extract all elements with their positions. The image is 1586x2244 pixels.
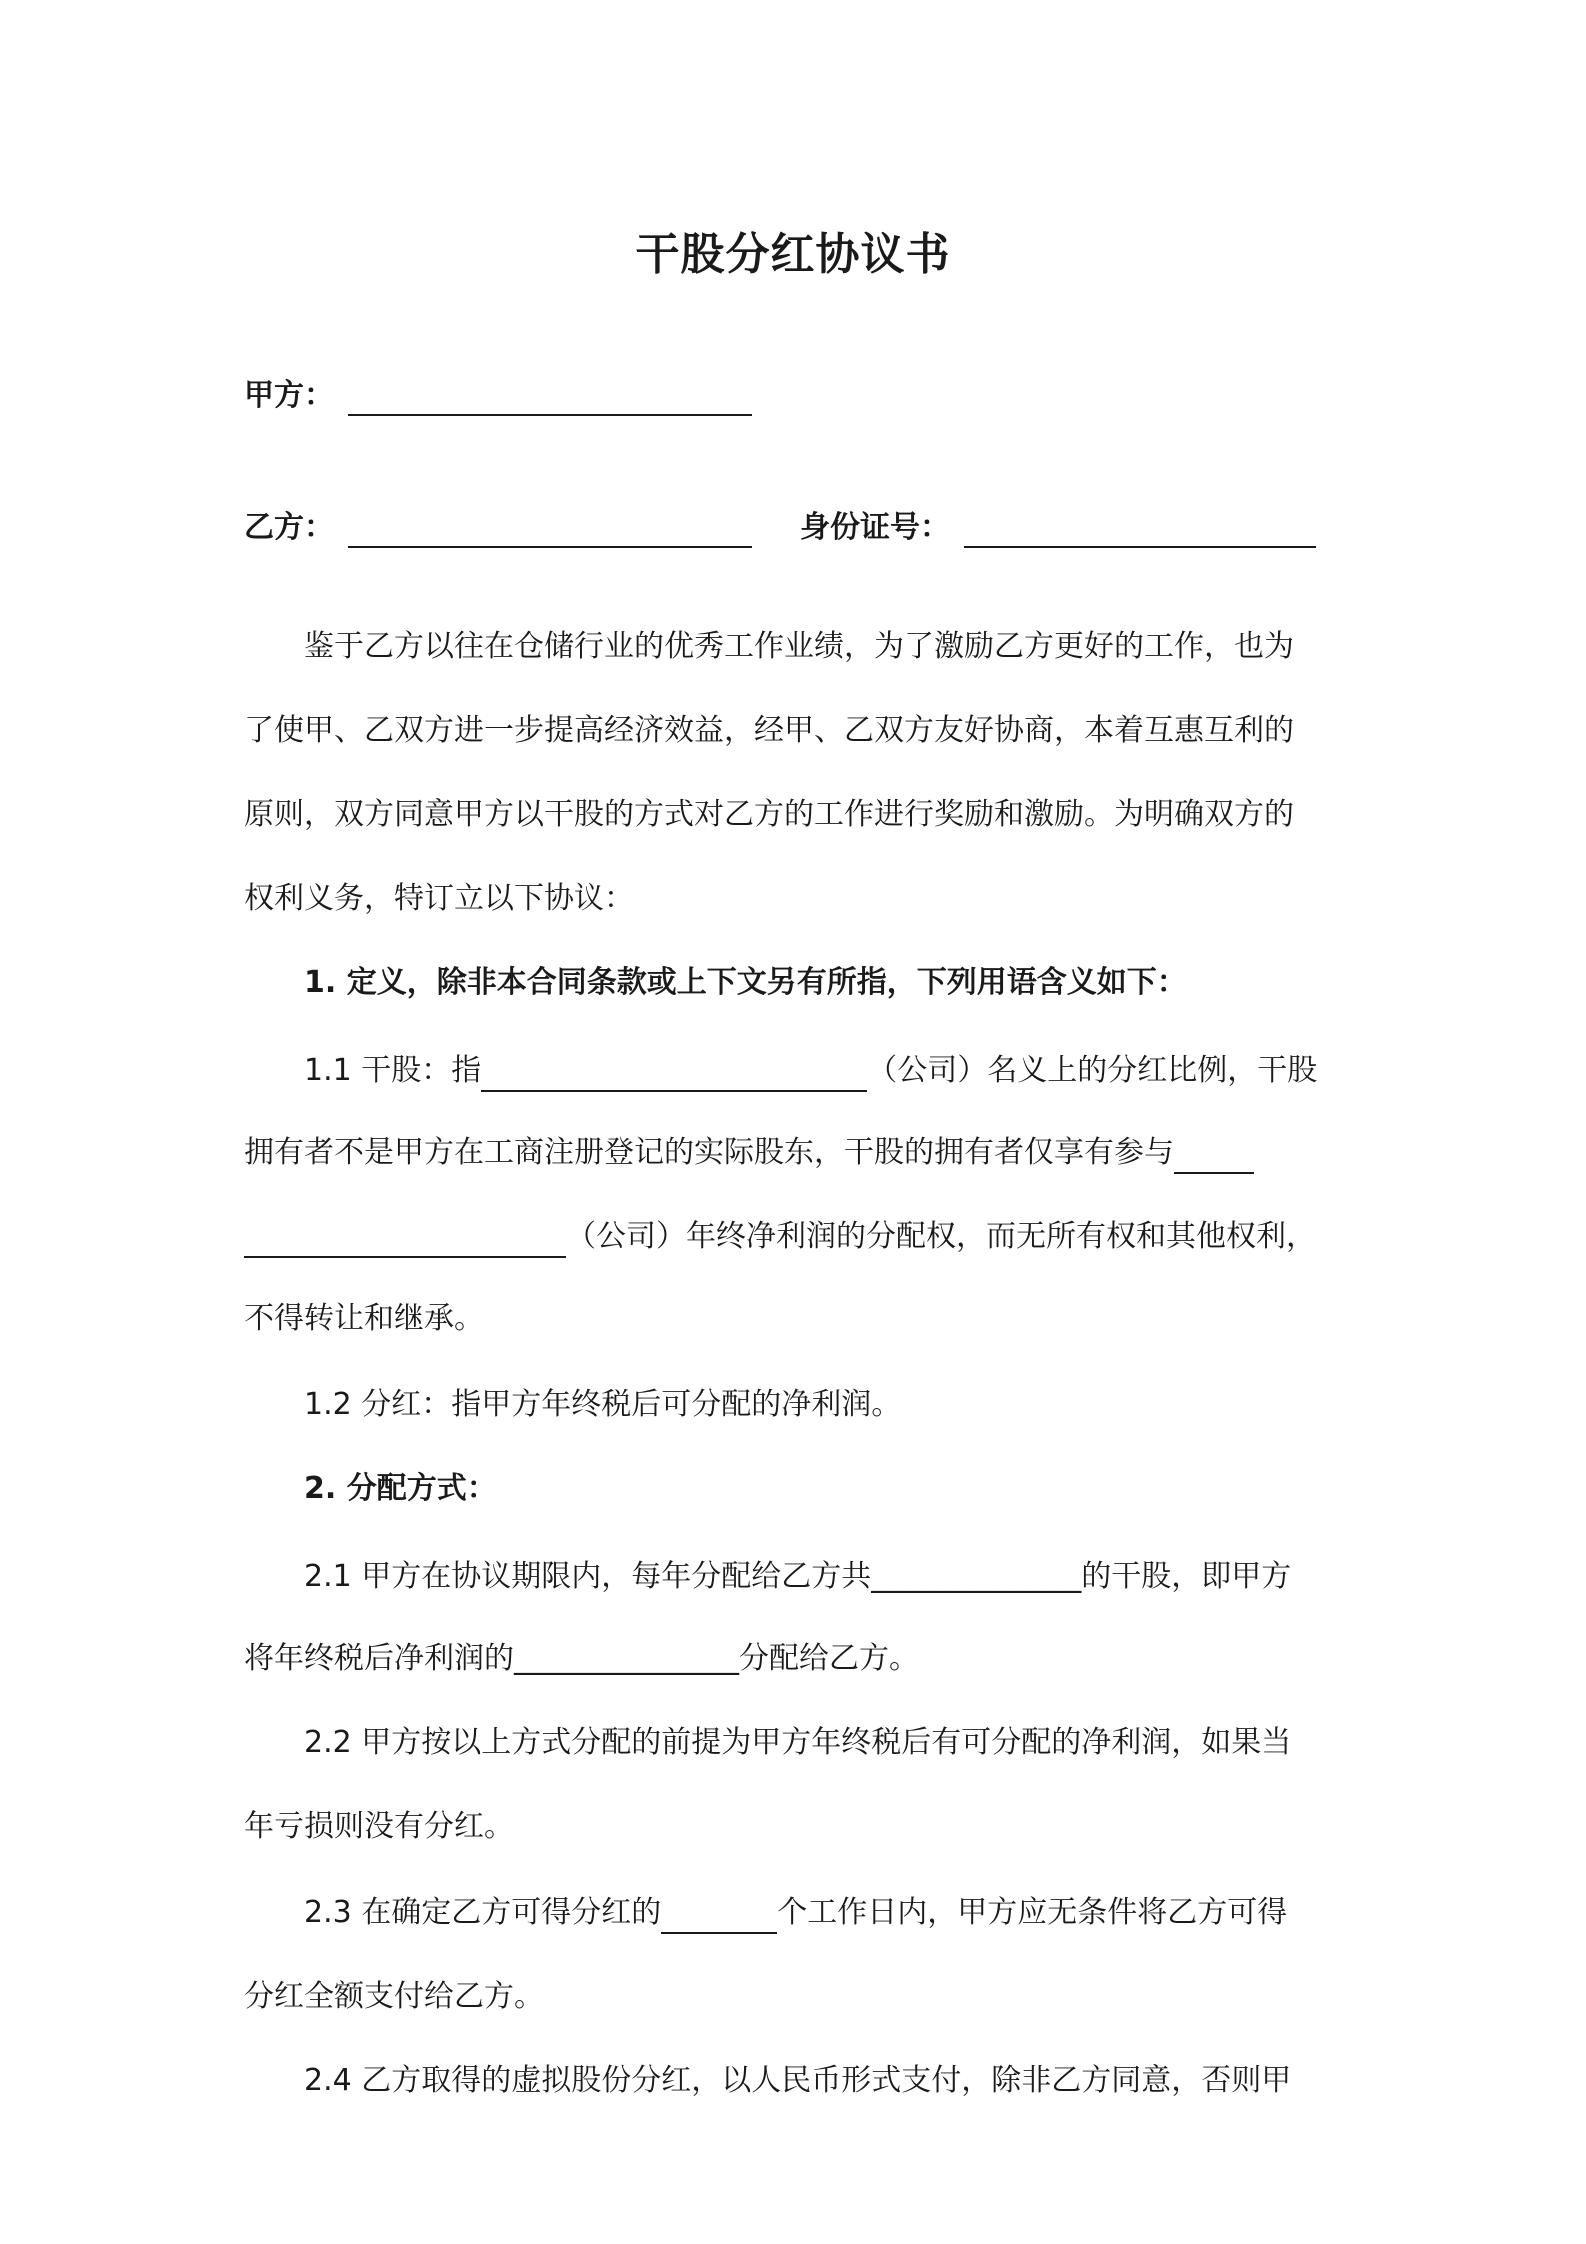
party-b-blank [348,512,752,548]
clause-1-1-line-1 [304,1050,1354,1092]
company-name-blank-2b [244,1224,566,1258]
clause-1-1-line-2 [244,1132,1354,1174]
clause-2-1-text-c: 将年终税后净利润的 [244,1641,514,1676]
share-ratio-blank: ______________ [871,1559,1082,1594]
intro-line-2: 了使甲、乙双方进一步提高经济效益，经甲、乙双方友好协商，本着互惠互利的 [244,713,1294,748]
intro-line-1: 鉴于乙方以往在仓储行业的优秀工作业绩，为了激励乙方更好的工作，也为 [304,629,1294,664]
clause-1-1-line-4: 不得转让和继承。 [244,1301,484,1336]
clause-2-1-text-d: 分配给乙方。 [739,1641,919,1676]
clause-2-2-line-2: 年亏损则没有分红。 [244,1809,514,1844]
clause-1-1-text-b: （公司）名义上的分红比例，干股 [867,1053,1318,1088]
section-1-heading: 1. 定义，除非本合同条款或上下文另有所指，下列用语含义如下： [304,965,1187,1000]
section-2-heading: 2. 分配方式： [304,1471,497,1506]
intro-line-4: 权利义务，特订立以下协议： [244,881,634,916]
clause-2-3-line-2: 分红全额支付给乙方。 [244,1979,544,2014]
clause-2-3-line-1 [304,1892,1354,1934]
party-b-row [244,508,1316,548]
clause-2-1-line-2 [244,1638,1354,1680]
clause-1-1-line-3 [244,1216,1354,1258]
clause-1-2: 1.2 分红：指甲方年终税后可分配的净利润。 [304,1387,902,1422]
party-b-label: 乙方： [244,510,334,545]
party-a-blank [348,380,752,416]
clause-1-1-text-d: （公司）年终净利润的分配权，而无所有权和其他权利， [566,1219,1316,1254]
company-name-blank-1 [481,1058,867,1092]
id-number-label: 身份证号： [800,510,950,545]
clause-1-1-text-a: 1.1 干股：指 [304,1053,482,1088]
clause-2-3-text-b: 个工作日内，甲方应无条件将乙方可得 [777,1895,1288,1930]
party-a-row [244,376,752,416]
clause-2-1-text-b: 的干股，即甲方 [1081,1559,1292,1594]
clause-2-4-line-1: 2.4 乙方取得的虚拟股份分红，以人民币形式支付，除非乙方同意，否则甲 [304,2063,1292,2098]
clause-2-1-text-a: 2.1 甲方在协议期限内，每年分配给乙方共 [304,1559,872,1594]
clause-1-1-text-c: 拥有者不是甲方在工商注册登记的实际股东，干股的拥有者仅享有参与 [244,1135,1174,1170]
clause-2-3-text-a: 2.3 在确定乙方可得分红的 [304,1895,662,1930]
intro-line-3: 原则，双方同意甲方以干股的方式对乙方的工作进行奖励和激励。为明确双方的 [244,797,1294,832]
profit-ratio-blank: _______________ [514,1641,739,1676]
document-title: 干股分红协议书 [635,229,951,280]
clause-2-2-line-1: 2.2 甲方按以上方式分配的前提为甲方年终税后有可分配的净利润，如果当 [304,1725,1292,1760]
id-number-blank [964,512,1316,548]
company-name-blank-2a [1174,1140,1254,1174]
workdays-blank [661,1900,777,1934]
clause-2-1-line-1 [304,1556,1354,1598]
party-a-label: 甲方： [244,378,334,413]
